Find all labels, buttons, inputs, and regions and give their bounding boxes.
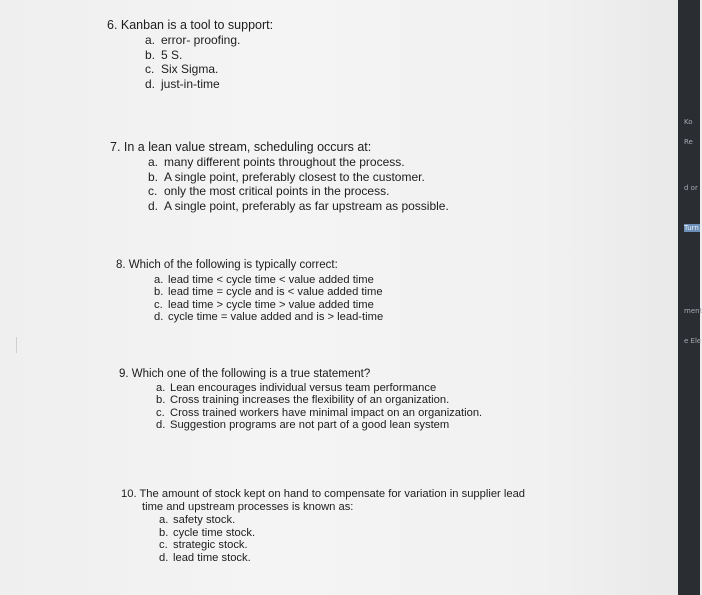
option-text: Lean encourages individual versus team performance <box>170 381 437 394</box>
option-text: strategic stock. <box>173 539 248 552</box>
option-a <box>145 33 273 48</box>
question-stem: 7. In a lean value stream, scheduling occurs at: <box>110 140 372 154</box>
option-letter: d. <box>159 551 169 564</box>
question-9 <box>119 368 482 432</box>
answer-options <box>159 514 525 564</box>
option-letter: b. <box>154 286 164 299</box>
option-letter: d. <box>148 198 159 213</box>
page-mark <box>16 337 21 353</box>
option-c <box>159 539 525 552</box>
option-letter: d. <box>145 76 156 91</box>
option-d <box>159 552 525 565</box>
option-d <box>148 199 449 214</box>
option-text: Cross training increases the flexibility of an organization. <box>170 394 450 407</box>
option-text: lead time stock. <box>173 551 251 564</box>
option-text: Cross trained workers have minimal impact on an organization. <box>170 406 483 419</box>
option-text: many different points throughout the process. <box>164 155 405 169</box>
option-b <box>156 394 482 407</box>
option-b <box>159 527 525 540</box>
option-text: Suggestion programs are not part of a good lean system <box>170 419 450 432</box>
option-a <box>159 514 525 527</box>
option-text: safety stock. <box>173 514 236 526</box>
option-text: cycle time = value added and is > lead-time <box>168 311 384 324</box>
question-stem-line-2: time and upstream processes is known as: <box>142 500 354 513</box>
option-text: Six Sigma. <box>161 62 219 76</box>
answer-options <box>148 155 449 213</box>
option-letter: a. <box>159 514 169 526</box>
option-letter: c. <box>148 184 158 198</box>
option-text: lead time < cycle time < value added time <box>168 273 374 286</box>
option-text: lead time > cycle time > value added time <box>168 298 374 311</box>
question-7 <box>110 140 449 213</box>
question-8 <box>116 259 383 324</box>
edge-label: Turn <box>684 224 699 232</box>
option-b <box>145 48 273 63</box>
option-d <box>154 311 383 324</box>
option-d <box>145 77 273 92</box>
option-c <box>156 407 482 420</box>
option-letter: b. <box>159 526 169 539</box>
option-letter: c. <box>154 298 163 311</box>
option-text: only the most critical points in the process. <box>164 184 390 198</box>
option-text: A single point, preferably as far upstream as possible. <box>164 198 449 213</box>
option-c <box>148 184 449 199</box>
option-letter: b. <box>156 394 166 407</box>
option-letter: a. <box>145 33 156 47</box>
question-stem: 8. Which of the following is typically correct: <box>116 259 338 271</box>
option-text: just-in-time <box>161 76 220 91</box>
option-letter: c. <box>145 62 155 76</box>
option-letter: a. <box>156 381 166 394</box>
question-stem: 6. Kanban is a tool to support: <box>107 18 274 32</box>
option-a <box>148 155 449 170</box>
answer-options <box>145 33 273 91</box>
edge-label: Ko <box>684 118 693 126</box>
option-c <box>154 299 383 312</box>
option-text: error- proofing. <box>161 33 241 47</box>
option-letter: b. <box>145 47 156 62</box>
question-6 <box>107 18 273 91</box>
question-stem: 9. Which one of the following is a true statement? <box>119 368 371 380</box>
edge-label: e Ele <box>684 337 702 345</box>
option-d <box>156 419 482 432</box>
option-b <box>148 170 449 185</box>
option-letter: c. <box>159 539 168 552</box>
edge-label: ment <box>684 307 702 315</box>
option-letter: b. <box>148 169 159 184</box>
answer-options <box>156 382 482 432</box>
option-letter: d. <box>156 419 166 432</box>
edge-label: d or <box>684 184 698 192</box>
option-text: cycle time stock. <box>173 526 256 539</box>
option-b <box>154 286 383 299</box>
option-c <box>145 62 273 77</box>
option-letter: d. <box>154 311 164 324</box>
answer-options <box>154 274 383 324</box>
option-text: A single point, preferably closest to the customer. <box>164 169 425 184</box>
option-letter: a. <box>148 155 159 169</box>
question-stem-line-1: 10. The amount of stock kept on hand to compensate for variation in supplier lead <box>121 488 526 500</box>
option-letter: a. <box>154 273 164 286</box>
question-10 <box>121 488 525 564</box>
option-a <box>154 274 383 287</box>
option-text: 5 S. <box>161 47 183 62</box>
screen-edge <box>678 0 700 595</box>
edge-label: Re <box>684 138 693 146</box>
option-text: lead time = cycle and is < value added time <box>168 286 383 299</box>
option-a <box>156 382 482 395</box>
option-letter: c. <box>156 406 165 419</box>
